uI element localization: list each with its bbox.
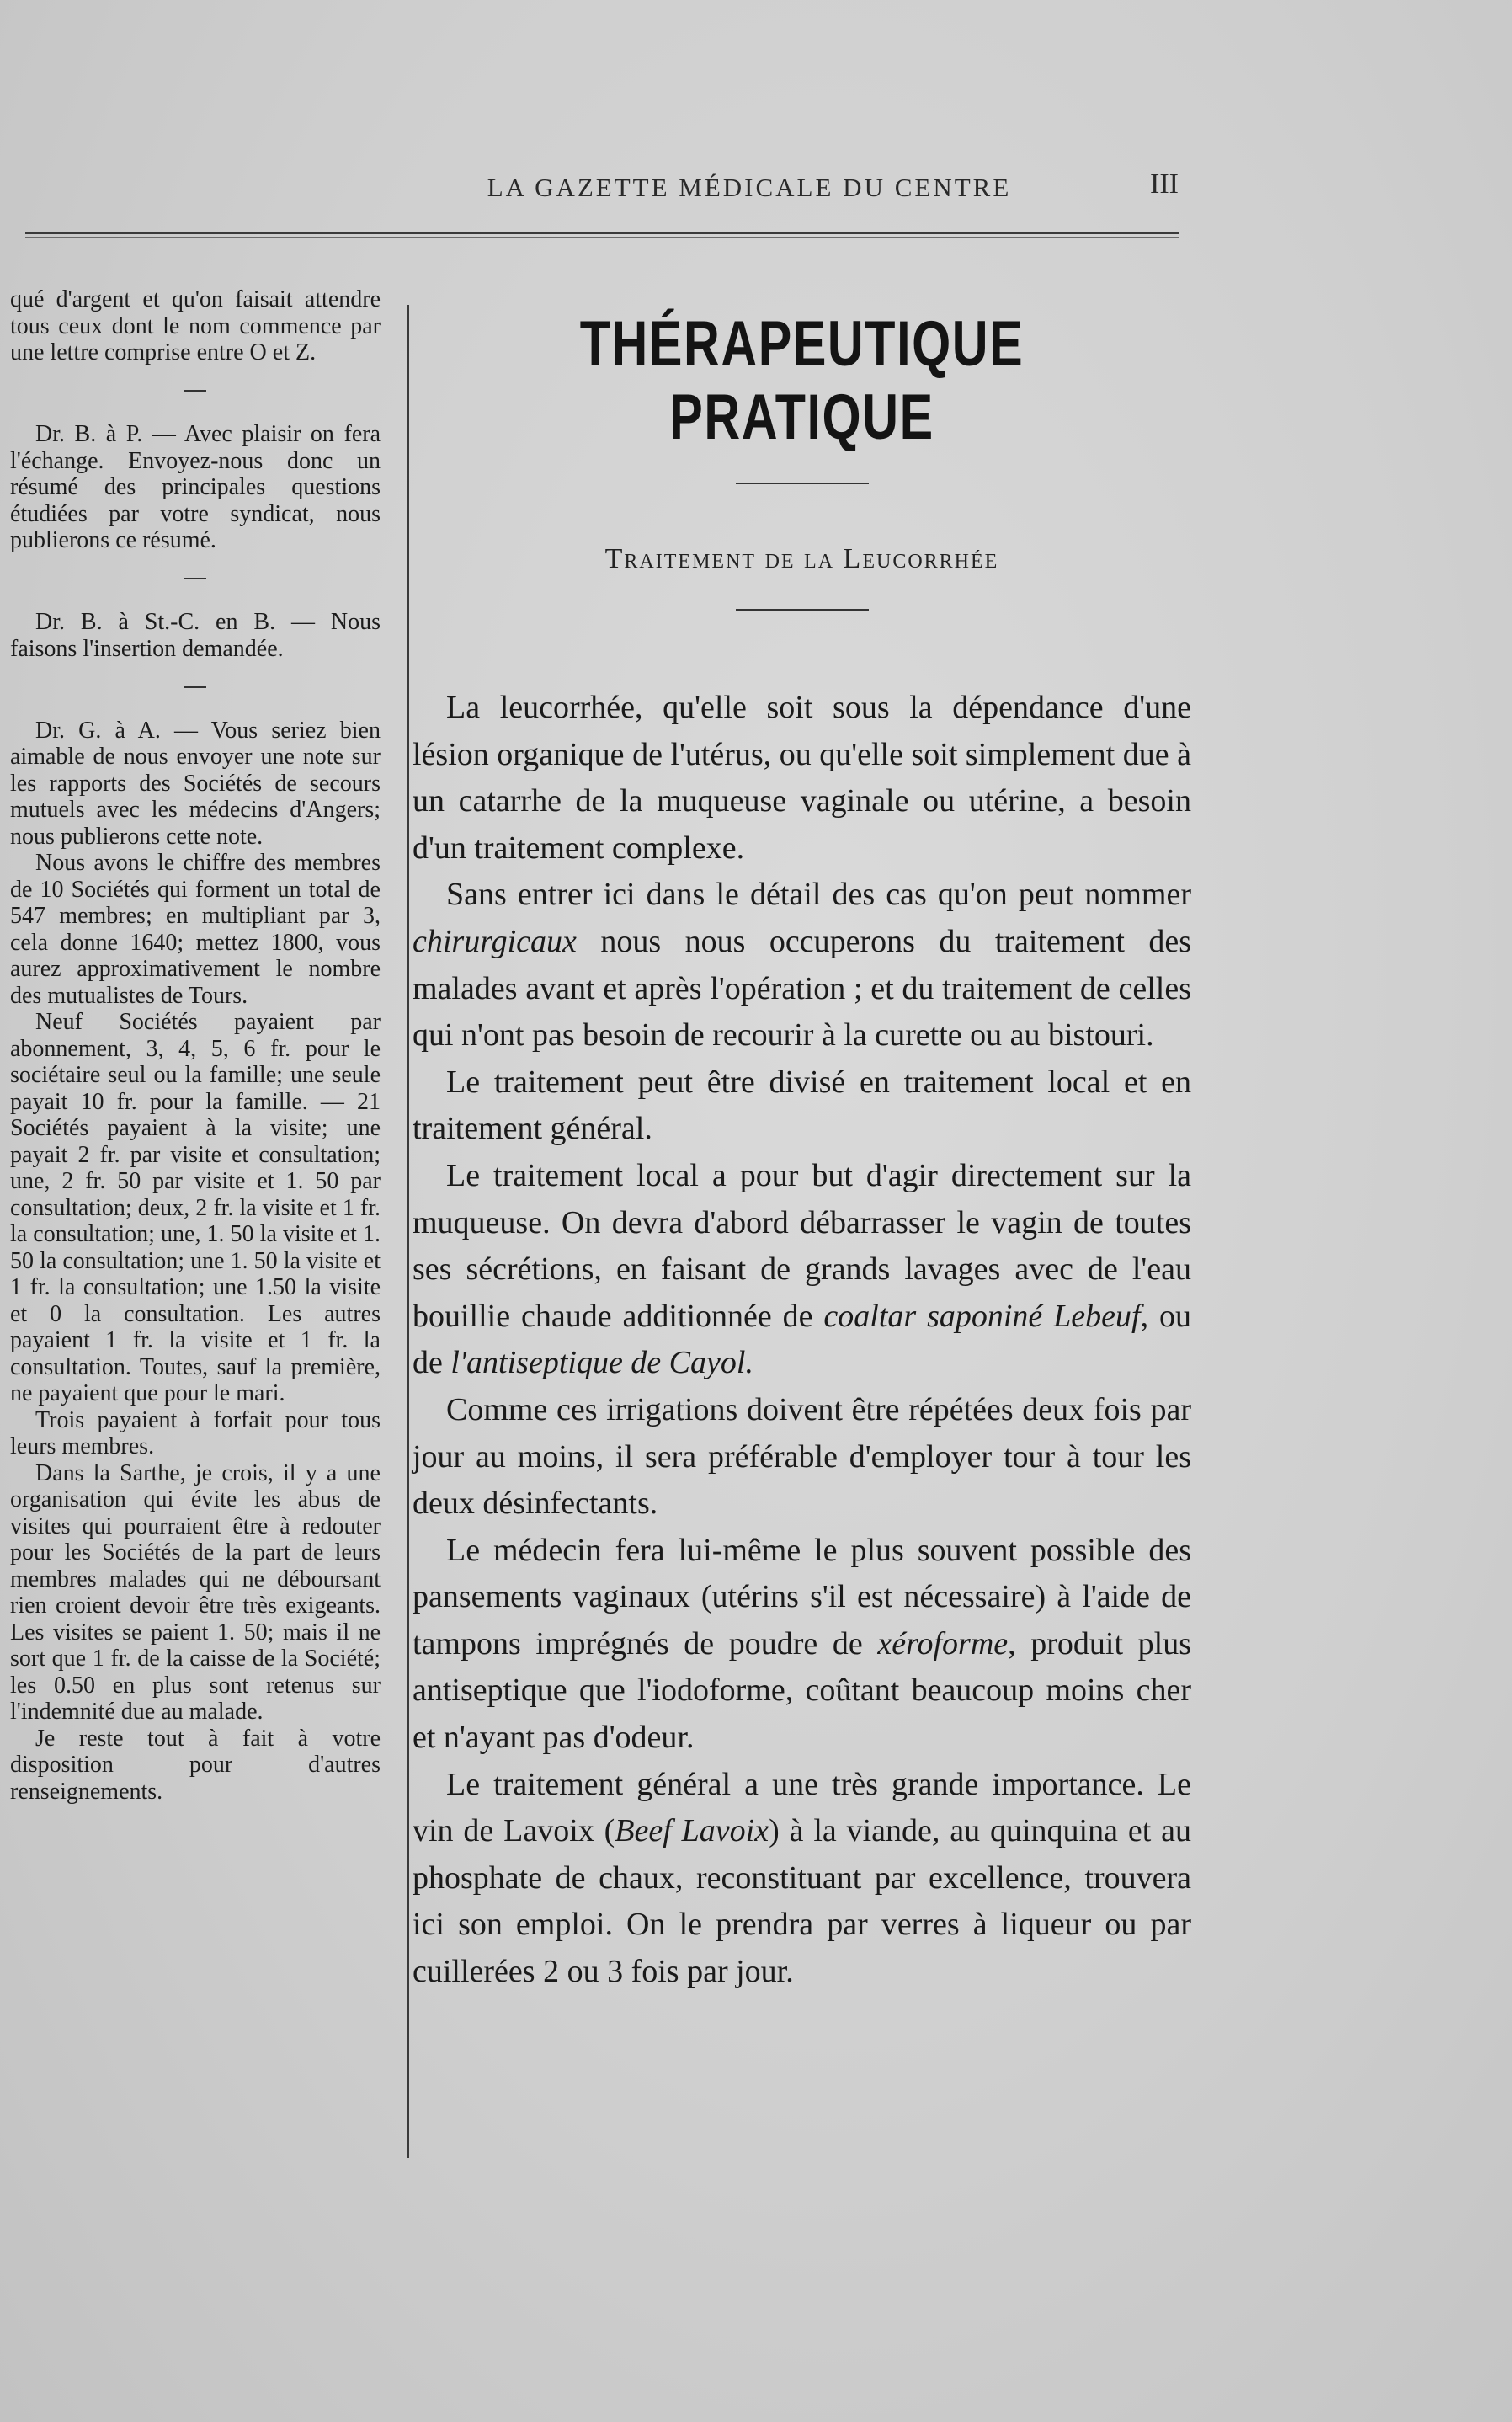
italic-term: xéroforme [877, 1625, 1009, 1662]
text-run: Le traitement général a une très grande importance. Le vin de Lavoix ( [413, 1766, 1191, 1849]
text-run: ) à la viande, au quinquina et au phosphate de chaux, reconstituant par excellence, trouvera ici son emploi. On le prendra par verres à liqueur ou par cuillerées 2 ou 3 fois par jour. [413, 1813, 1191, 1990]
header-rule [25, 232, 1179, 234]
body-paragraph [413, 685, 1191, 872]
left-paragraph: Neuf Sociétés payaient par abonnement, 3, 4, 5, 6 fr. pour le sociétaire seul ou la famille; une seule payait 10 fr. pour la famille. — 21 Sociétés payaient à la visite; une payait 2 fr. par visite et consultation; une, 2 fr. 50 par visite et 1. 50 par consultation; deux, 2 fr. la visite et 1 fr. la consultation; une, 1. 50 la visite et 1. 50 la consultation; une 1. 50 la visite et 1 fr. la consultation; une 1.50 la visite et 0 la consultation. Les autres payaient 1 fr. la visite et 1 fr. la consultation. Toutes, sauf la première, ne payaient que pour le mari. [10, 1009, 381, 1406]
left-paragraph: Dr. G. à A. — Vous seriez bien aimable de nous envoyer une note sur les rapports des Sociétés de secours mutuels avec les médecins d'Angers; nous publierons cette note. [10, 717, 381, 850]
italic-term: l'antiseptique de Cayol. [450, 1345, 753, 1381]
article-subtitle: Traitement de la Leucorrhée [604, 543, 999, 574]
text-run: , produit plus antiseptique que l'iodoforme, coûtant beaucoup moins cher et n'ayant pas d'odeur. [413, 1625, 1191, 1756]
article-title: THÉRAPEUTIQUE PRATIQUE [579, 308, 1025, 453]
subtitle-rule [736, 609, 869, 611]
body-paragraph [413, 1528, 1191, 1762]
body-paragraph [413, 1387, 1191, 1528]
body-paragraph [413, 1762, 1191, 1996]
left-paragraph: qué d'argent et qu'on faisait attendre tous ceux dont le nom commence par une lettre comprise entre O et Z. [10, 286, 381, 365]
separator-dash [10, 376, 381, 403]
italic-term: Beef Lavoix [615, 1813, 769, 1849]
running-header: LA GAZETTE MÉDICALE DU CENTRE [487, 173, 1012, 202]
left-paragraph: Dr. B. à St.-C. en B. — Nous faisons l'insertion demandée. [10, 609, 381, 662]
left-column [10, 286, 381, 1805]
left-paragraph: Je reste tout à fait à votre disposition pour d'autres renseignements. [10, 1725, 381, 1805]
body-paragraph [413, 1153, 1191, 1387]
text-run: Comme ces irrigations doivent être répétées deux fois par jour au moins, il sera préférable d'employer tour à tour les deux désinfectants. [413, 1391, 1191, 1522]
text-run: , ou de [413, 1298, 1192, 1381]
page-number: III [1150, 168, 1179, 200]
text-run: Le médecin fera lui-même le plus souvent possible des pansements vaginaux (utérins s'il est nécessaire) à l'aide de tampons imprégnés de poudre de [413, 1532, 1191, 1662]
text-run: Sans entrer ici dans le détail des cas qu'on peut nommer [446, 877, 1191, 913]
left-paragraph: Trois payaient à forfait pour tous leurs membres. [10, 1406, 381, 1459]
body-paragraph [413, 1059, 1191, 1153]
separator-dash [10, 564, 381, 591]
text-run: nous nous occuperons du traitement des malades avant et après l'opération ; et du traitement de celles qui n'ont pas besoin de recourir à la curette ou au bistouri. [413, 923, 1191, 1054]
header-rule-thin [25, 237, 1179, 238]
italic-term: coaltar saponiné Lebeuf [823, 1298, 1141, 1334]
right-column [413, 299, 1191, 1996]
text-run: Le traitement peut être divisé en traitement local et en traitement général. [413, 1064, 1191, 1147]
article-body [413, 685, 1191, 1996]
text-run: La leucorrhée, qu'elle soit sous la dépendance d'une lésion organique de l'utérus, ou qu'elle soit simplement due à un catarrhe de la muqueuse vaginale ou utérine, a besoin d'un traitement complexe. [413, 690, 1191, 866]
separator-dash [10, 672, 381, 699]
left-paragraph: Dans la Sarthe, je crois, il y a une organisation qui évite les abus de visites qui pourraient être à redouter pour les Sociétés de la part de leurs membres malades qui ne déboursant rien croient devoir être très exigeants. Les visites se paient 1. 50; mais il ne sort que 1 fr. de la caisse de la Société; les 0.50 en plus sont retenus sur l'indemnité due au malade. [10, 1459, 381, 1725]
italic-term: chirurgicaux [413, 923, 577, 959]
left-paragraph: Dr. B. à P. — Avec plaisir on fera l'échange. Envoyez-nous donc un résumé des principales questions étudiées par votre syndicat, nous publierons ce résumé. [10, 421, 381, 553]
title-rule [736, 483, 869, 484]
text-run: Le traitement local a pour but d'agir directement sur la muqueuse. On devra d'abord débarrasser le vagin de toutes ses sécrétions, en faisant de grands lavages avec de l'eau bouillie chaude additionnée de [413, 1157, 1191, 1334]
body-paragraph [413, 872, 1191, 1059]
left-paragraph: Nous avons le chiffre des membres de 10 Sociétés qui forment un total de 547 membres; en multipliant par 3, cela donne 1640; mettez 1800, vous aurez approximativement le nombre des mutualistes de Tours. [10, 850, 381, 1009]
column-rule [407, 305, 409, 2158]
